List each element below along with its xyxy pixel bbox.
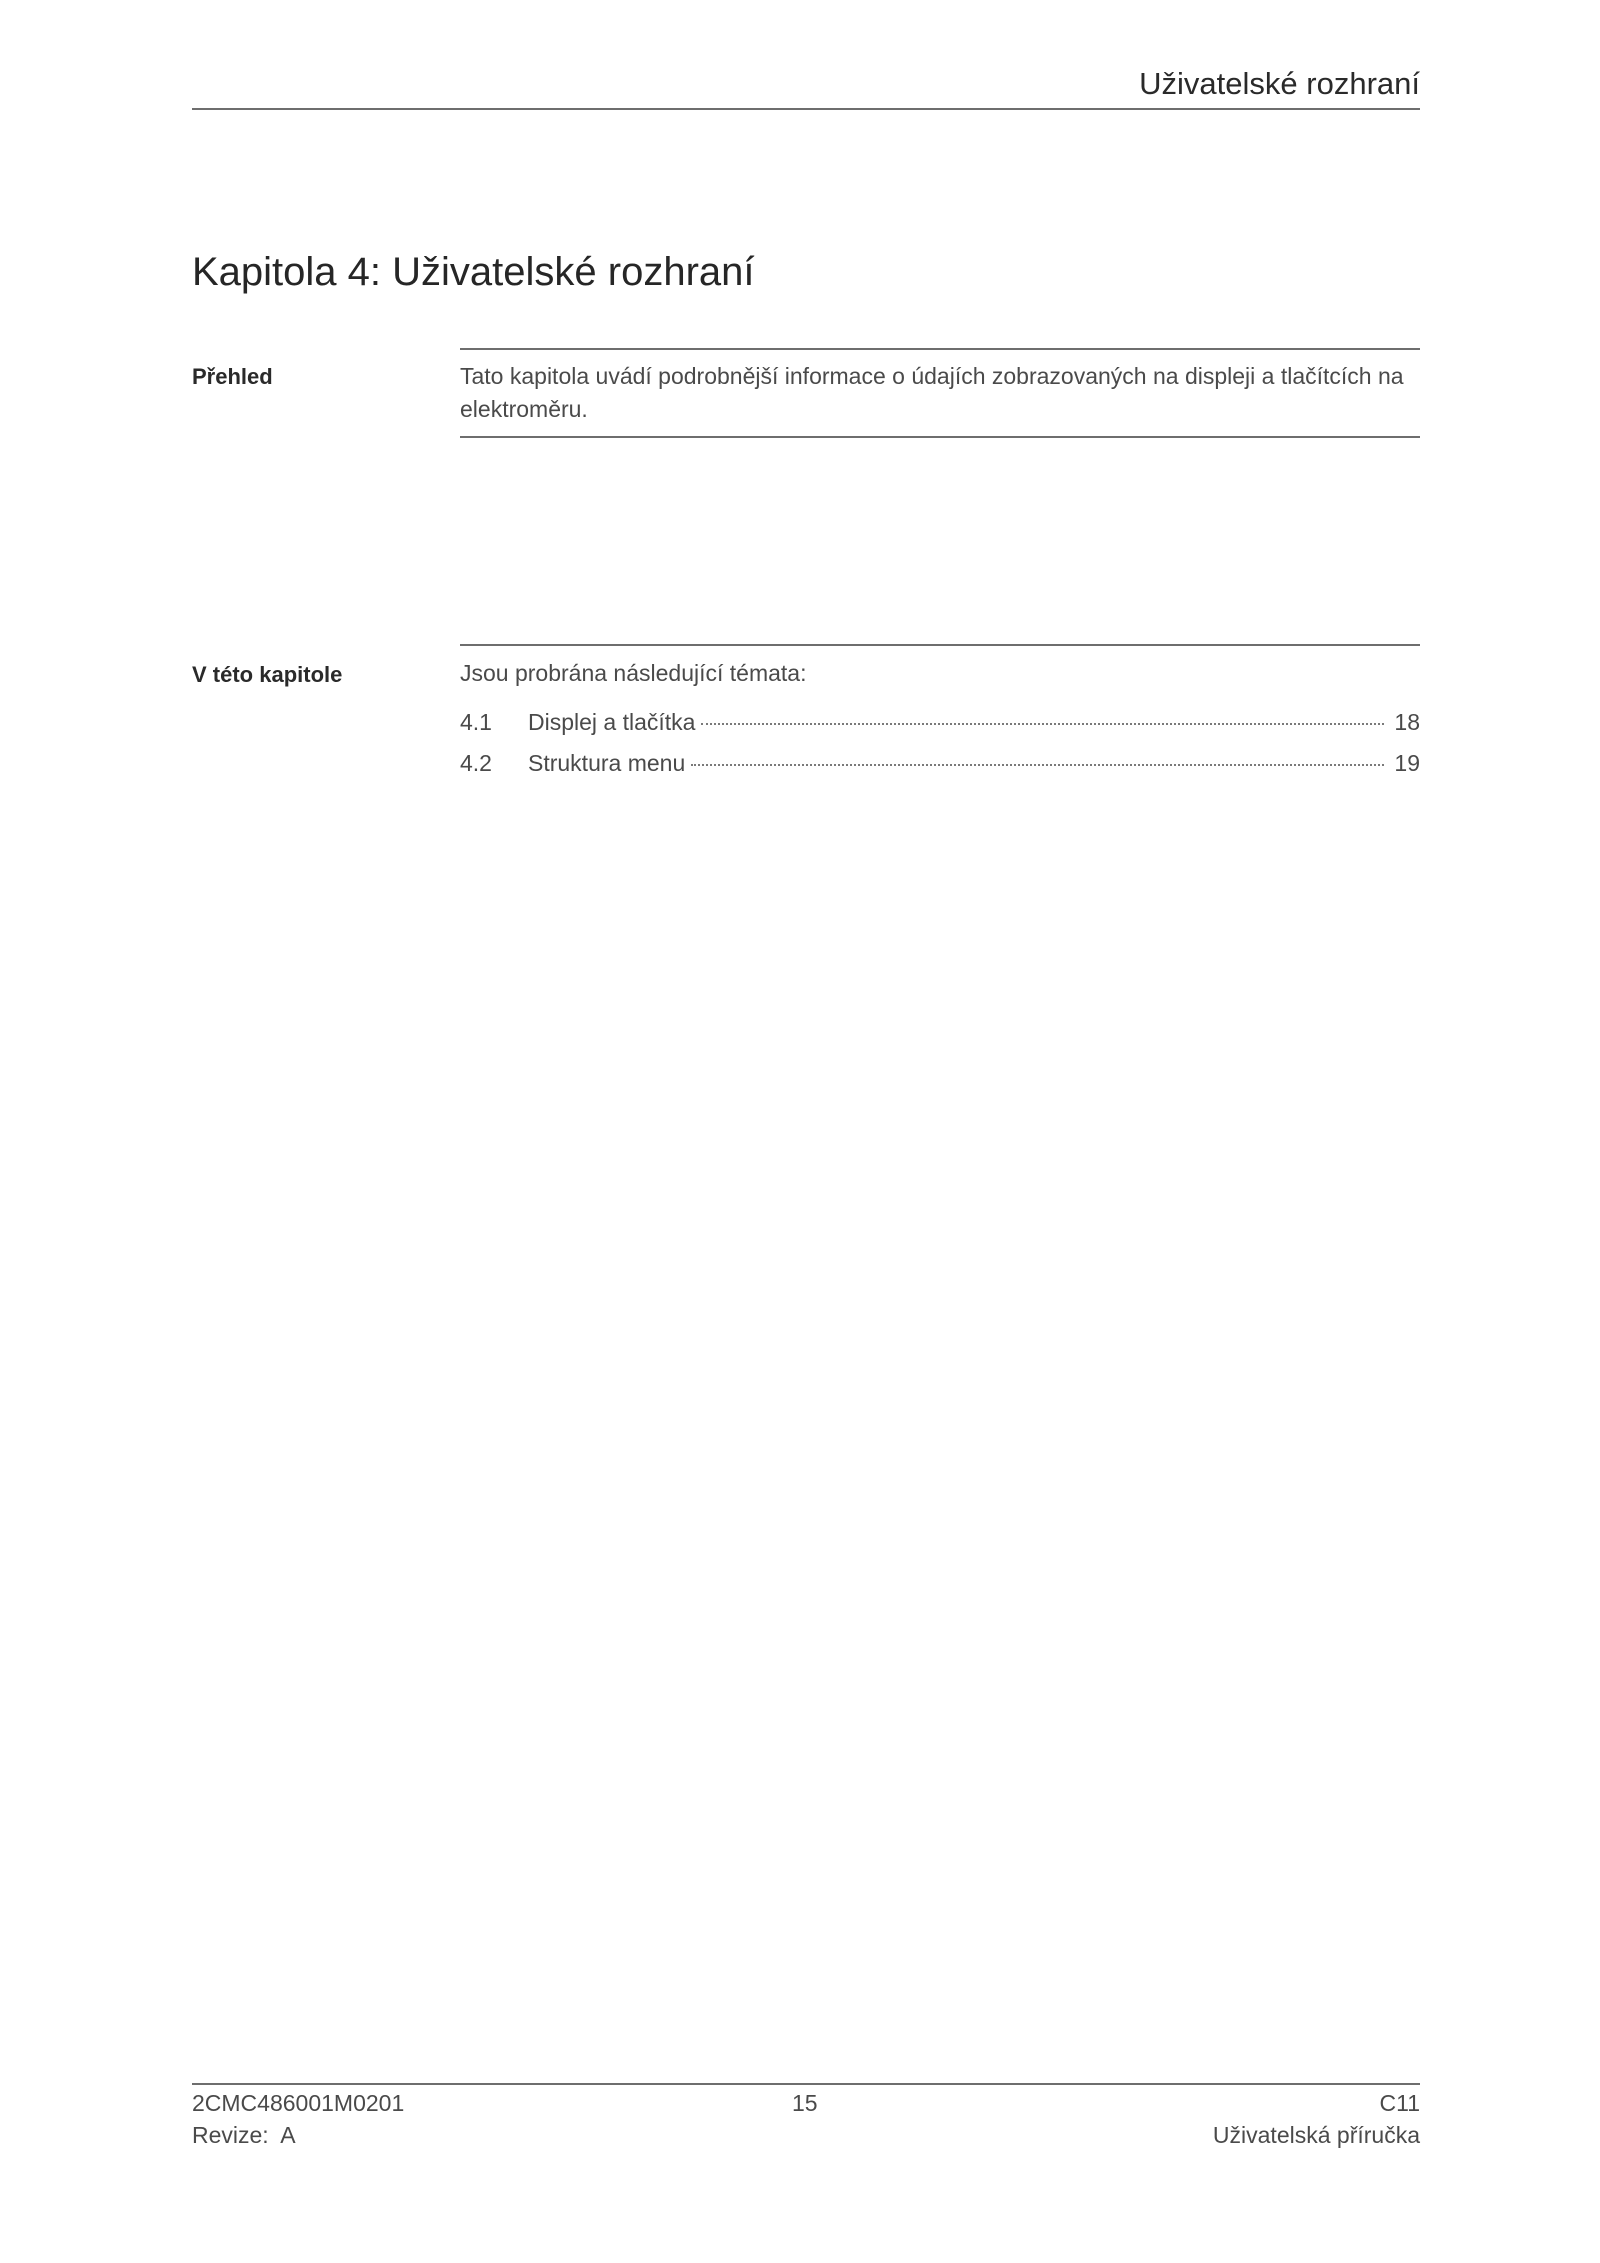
overview-bottom-rule — [460, 436, 1420, 438]
chapter-title: Kapitola 4: Uživatelské rozhraní — [192, 250, 755, 294]
toc-entry-page[interactable]: 19 — [1394, 750, 1420, 776]
footer-rule — [192, 2083, 1420, 2085]
running-header: Uživatelské rozhraní — [1139, 66, 1420, 101]
toc-dot-leader — [701, 723, 1384, 725]
in-chapter-intro: Jsou probrána následující témata: — [460, 660, 807, 686]
toc-entry[interactable] — [460, 750, 1420, 791]
footer-doc-id: 2CMC486001M0201 — [192, 2090, 405, 2116]
footer-manual-title: Uživatelská příručka — [1212, 2122, 1420, 2148]
toc-entry-number: 4.1 — [460, 709, 492, 735]
toc-entry-title[interactable]: Displej a tlačítka — [528, 709, 696, 735]
in-chapter-label: V této kapitole — [192, 662, 343, 687]
header-rule — [192, 108, 1420, 110]
overview-top-rule — [460, 348, 1420, 350]
overview-paragraph: Tato kapitola uvádí podrobnější informace o údajích zobrazovaných na displeji a tlačítcích na elektroměru. — [460, 363, 1404, 422]
toc-entry[interactable] — [460, 709, 1420, 750]
footer-product: C11 — [1379, 2090, 1420, 2116]
toc-list — [460, 709, 1420, 791]
footer-page-number: 15 — [792, 2090, 818, 2116]
in-chapter-top-rule — [460, 644, 1420, 646]
toc-dot-leader — [691, 764, 1384, 766]
overview-label: Přehled — [192, 364, 273, 389]
overview-text — [460, 360, 1420, 426]
footer-revision: Revize: A — [192, 2122, 296, 2148]
toc-entry-title[interactable]: Struktura menu — [528, 750, 686, 776]
toc-entry-number: 4.2 — [460, 750, 492, 776]
toc-entry-page[interactable]: 18 — [1394, 709, 1420, 735]
